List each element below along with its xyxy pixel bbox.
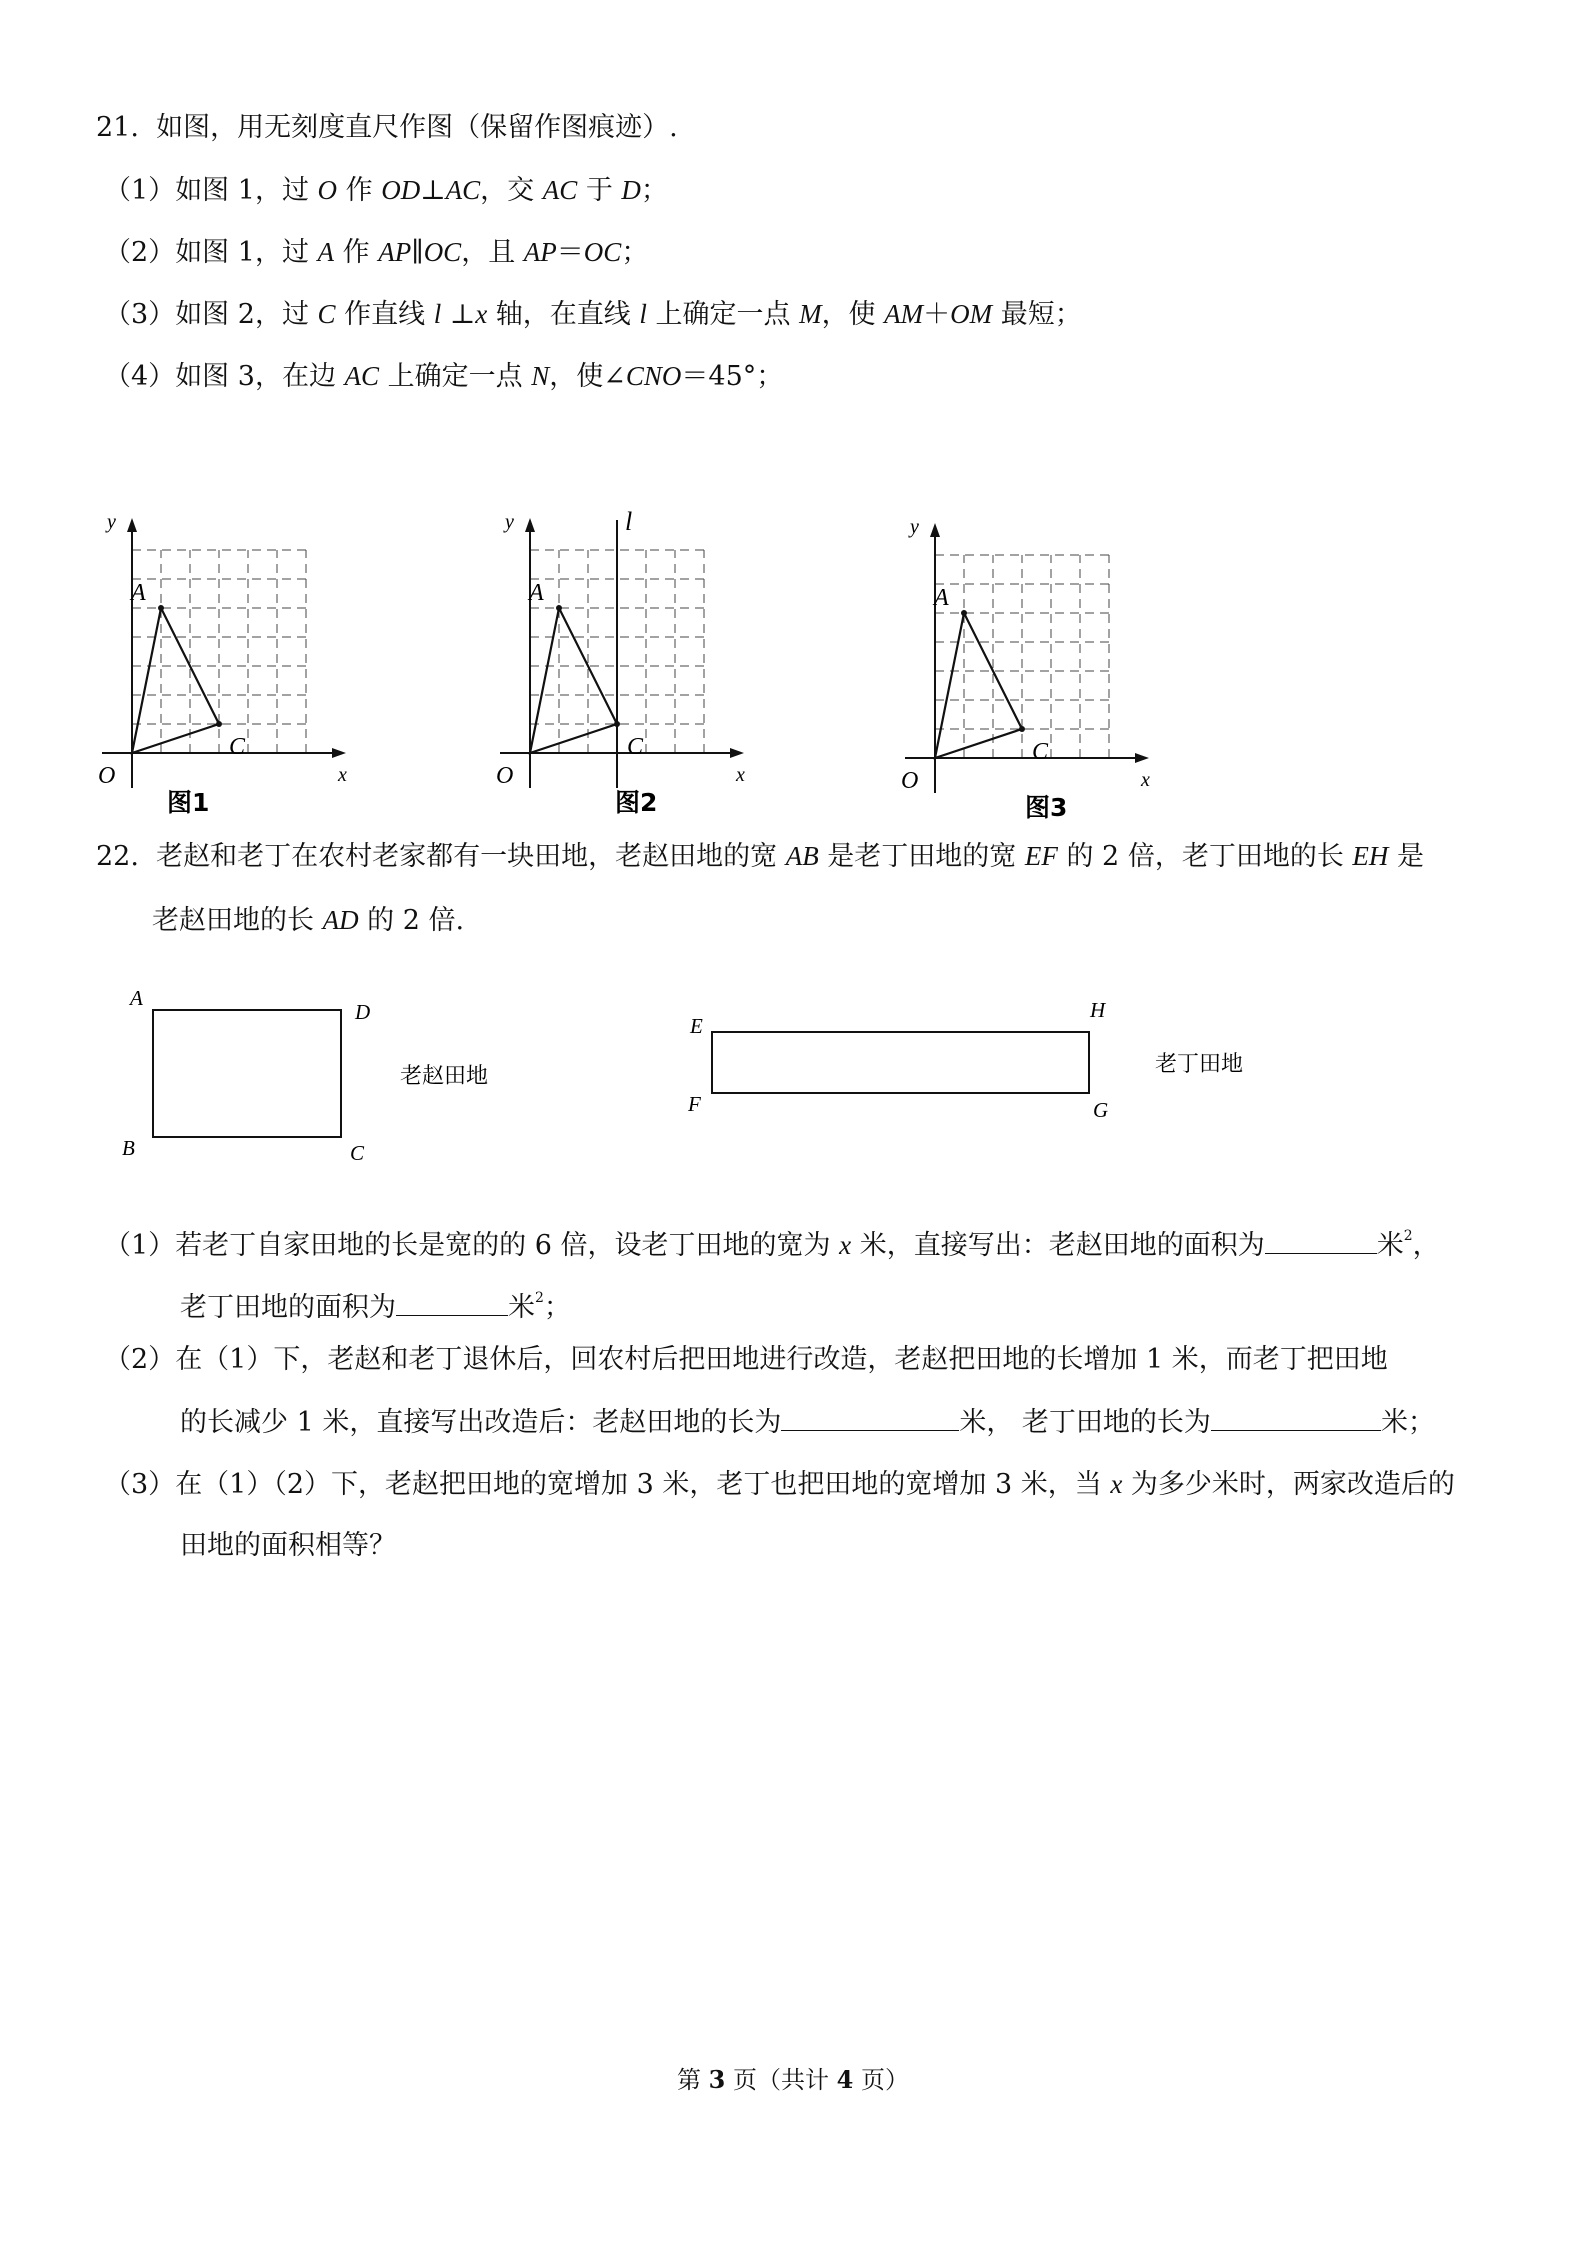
y-axis-arrow (127, 518, 137, 532)
rect-figures (110, 975, 1290, 1170)
answer-blank-2[interactable] (396, 1289, 508, 1316)
vertex-G: G (1093, 1098, 1109, 1122)
vertex-E: E (690, 1014, 703, 1038)
lao-zhao-field-rect (153, 1010, 341, 1137)
point-A (556, 605, 562, 611)
y-axis-arrow (930, 523, 940, 537)
label-A: A (934, 585, 949, 611)
label-y: y (107, 511, 116, 533)
answer-blank-3[interactable] (781, 1404, 959, 1431)
label-C: C (627, 734, 644, 760)
triangle-OAC (132, 608, 219, 753)
figure-1 (92, 418, 432, 828)
vertex-B: B (122, 1136, 135, 1160)
point-C (1019, 726, 1025, 732)
point-C (216, 721, 222, 727)
q21-part1: （1）如图 1，过 O 作 OD⊥AC，交 AC 于 D； (104, 175, 668, 206)
q21-stem: 21. 如图，用无刻度直尺作图（保留作图痕迹）. (96, 112, 678, 143)
vertex-A: A (130, 986, 143, 1010)
label-y: y (505, 511, 514, 533)
q22-part3-line2: 田地的面积相等？ (180, 1530, 396, 1561)
x-axis-arrow (1135, 753, 1149, 763)
answer-blank-4[interactable] (1211, 1404, 1381, 1431)
q21-part2: （2）如图 1，过 A 作 AP∥OC，且 AP＝OC； (104, 237, 649, 268)
q22-part1-line1: （1）若老丁自家田地的长是宽的的 6 倍，设老丁田地的宽为 x 米，直接写出：老赵田地的面积为 米$^2$， (104, 1228, 1440, 1261)
q22-part1-line2: 老丁田地的面积为 米$^2$； (180, 1290, 571, 1323)
point-C (614, 721, 620, 727)
label-O: O (98, 763, 116, 789)
page-footer: 第 3 页（共计 4 页） (677, 2065, 909, 2094)
label-x: x (736, 764, 745, 786)
y-axis-arrow (525, 518, 535, 532)
vertex-F: F (688, 1092, 701, 1116)
q22-part3-line1: （3）在（1）（2）下，老赵把田地的宽增加 3 米，老丁也把田地的宽增加 3 米，当 x 为多少米时，两家改造后的 (104, 1469, 1455, 1500)
triangle-OAC (530, 608, 617, 753)
q21-part4: （4）如图 3，在边 AC 上确定一点 N，使∠CNO＝45°； (104, 361, 784, 392)
q21-part3: （3）如图 2，过 C 作直线 l ⊥x 轴，在直线 l 上确定一点 M，使 AM＋OM 最短； (104, 299, 1082, 330)
label-C: C (229, 734, 246, 760)
label-O: O (901, 768, 919, 794)
line-l-label: l (625, 507, 633, 536)
label-x: x (338, 764, 347, 786)
vertex-D: D (355, 1000, 371, 1024)
x-axis-arrow (730, 748, 744, 758)
vertex-H: H (1090, 998, 1106, 1022)
figure-caption: 图2 (615, 788, 658, 817)
q22-part2-line1: （2）在（1）下，老赵和老丁退休后，回农村后把田地进行改造，老赵把田地的长增加 1 米，而老丁把田地 (104, 1344, 1388, 1375)
lao-ding-field-label: 老丁田地 (1155, 1052, 1244, 1077)
figure-caption: 图3 (1025, 793, 1068, 822)
figure-3 (885, 418, 1235, 828)
q22-stem-line2: 老赵田地的长 AD 的 2 倍. (152, 905, 465, 936)
answer-blank-1[interactable] (1265, 1227, 1377, 1254)
label-O: O (496, 763, 514, 789)
figure-caption: 图1 (167, 788, 210, 817)
q22-part2-line2: 的长减少 1 米，直接写出改造后：老赵田地的长为 米， 老丁田地的长为 米； (180, 1404, 1435, 1441)
point-A (961, 610, 967, 616)
x-axis-arrow (332, 748, 346, 758)
figure-2 (480, 418, 830, 828)
vertex-C: C (350, 1141, 365, 1165)
point-A (158, 605, 164, 611)
label-y: y (910, 516, 919, 538)
lao-zhao-field-label: 老赵田地 (400, 1064, 489, 1089)
label-x: x (1141, 769, 1150, 791)
label-C: C (1032, 739, 1049, 765)
label-A: A (131, 580, 146, 606)
q22-stem-line1: 22. 老赵和老丁在农村老家都有一块田地，老赵田地的宽 AB 是老丁田地的宽 EF 的 2 倍，老丁田地的长 EH 是 (96, 841, 1424, 872)
label-A: A (529, 580, 544, 606)
lao-ding-field-rect (712, 1032, 1089, 1093)
triangle-OAC (935, 613, 1022, 758)
